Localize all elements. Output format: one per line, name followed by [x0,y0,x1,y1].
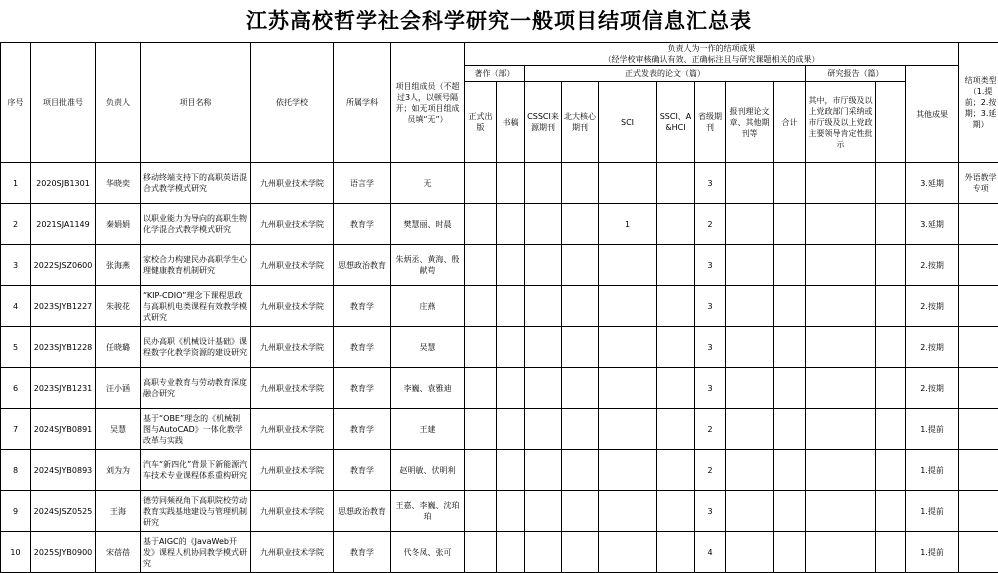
cell-theory-articles [726,245,774,286]
header-gov-adopted: 其中，市厅级及以上党政部门采纳或市厅级及以上党政主要领导肯定性批示 [806,82,876,163]
cell-formal-pub [465,327,497,368]
table-body [1,163,998,573]
cell-formal-pub [465,163,497,204]
cell-approval-no: 2025SJYB0900 [31,532,96,573]
cell-gov-adopted [806,327,876,368]
cell-pku-core [562,450,599,491]
cell-ssci [657,368,695,409]
cell-formal-pub [465,491,497,532]
header-textbook: 书稿 [497,82,525,163]
cell-remark [959,368,998,409]
header-provincial: 省级期刊 [695,82,726,163]
cell-project-name: 汽车“新四化”背景下新能源汽车技术专业课程体系重构研究 [141,450,251,491]
cell-leader: 王海 [96,491,141,532]
cell-formal-pub [465,286,497,327]
table-row [1,450,998,491]
header-ssci: SSCI、A&HCI [657,82,695,163]
cell-textbook [497,286,525,327]
cell-cssci [525,245,562,286]
cell-formal-pub [465,450,497,491]
cell-members: 王嘉、李巍、沈珀珀 [391,491,465,532]
cell-remark [959,327,998,368]
cell-discipline: 思想政治教育 [334,491,391,532]
cell-discipline: 教育学 [334,409,391,450]
cell-gov-adopted [806,204,876,245]
cell-project-name: 民办高职《机械设计基础》课程数字化教学资源的建设研究 [141,327,251,368]
cell-approval-no: 2022SJSZ0600 [31,245,96,286]
cell-project-name: 家校合力构建民办高职学生心理健康教育机制研究 [141,245,251,286]
cell-school: 九州职业技术学院 [251,204,334,245]
cell-leader: 秦娟娟 [96,204,141,245]
cell-cssci [525,491,562,532]
cell-members: 吴慧 [391,327,465,368]
cell-cssci [525,532,562,573]
cell-closure-type: 2.按期 [906,368,959,409]
cell-ssci [657,163,695,204]
cell-members: 庄燕 [391,286,465,327]
cell-provincial: 3 [695,163,726,204]
cell-closure-type: 2.按期 [906,245,959,286]
cell-remark [959,286,998,327]
cell-total [774,286,806,327]
cell-sci [599,409,657,450]
cell-discipline: 教育学 [334,327,391,368]
cell-approval-no: 2024SJSZ0525 [31,491,96,532]
cell-cssci [525,450,562,491]
cell-seq: 3 [1,245,31,286]
cell-gov-adopted [806,286,876,327]
table-row [1,204,998,245]
cell-theory-articles [726,286,774,327]
cell-members: 代冬凤、张可 [391,532,465,573]
cell-project-name: 基于AIGC的《JavaWeb开发》课程人机协同教学模式研究 [141,532,251,573]
cell-sci [599,286,657,327]
cell-leader: 汪小涵 [96,368,141,409]
cell-pku-core [562,163,599,204]
cell-ssci [657,532,695,573]
cell-cssci [525,368,562,409]
cell-members: 李巍、袁雅迪 [391,368,465,409]
table-row [1,163,998,204]
cell-closure-type: 3.延期 [906,204,959,245]
cell-ssci [657,245,695,286]
table-row [1,368,998,409]
cell-other [876,491,906,532]
cell-textbook [497,532,525,573]
cell-cssci [525,327,562,368]
cell-theory-articles [726,409,774,450]
header-approval-no: 项目批准号 [31,43,96,163]
cell-provincial: 3 [695,245,726,286]
table-row [1,245,998,286]
cell-seq: 10 [1,532,31,573]
cell-pku-core [562,286,599,327]
cell-textbook [497,368,525,409]
cell-other [876,245,906,286]
cell-discipline: 教育学 [334,204,391,245]
header-members: 项目组成员（不超过3人，以顿号隔开；如无项目组成员填“无”） [391,43,465,163]
cell-theory-articles [726,327,774,368]
cell-closure-type: 3.延期 [906,163,959,204]
cell-provincial: 3 [695,368,726,409]
header-papers: 正式发表的论文（篇） [525,66,806,82]
header-results-group [465,43,959,66]
cell-total [774,532,806,573]
cell-leader: 吴慧 [96,409,141,450]
cell-total [774,327,806,368]
cell-cssci [525,163,562,204]
cell-seq: 5 [1,327,31,368]
cell-gov-adopted [806,450,876,491]
cell-provincial: 3 [695,491,726,532]
cell-approval-no: 2023SJYB1227 [31,286,96,327]
cell-leader: 任晓璐 [96,327,141,368]
cell-gov-adopted [806,368,876,409]
cell-project-name: 高职专业教育与劳动教育深度融合研究 [141,368,251,409]
cell-seq: 1 [1,163,31,204]
page-title: 江苏高校哲学社会科学研究一般项目结项信息汇总表 [0,0,998,42]
header-other: 其他成果 [906,66,959,163]
cell-ssci [657,286,695,327]
cell-provincial: 4 [695,532,726,573]
cell-school: 九州职业技术学院 [251,245,334,286]
cell-sci [599,532,657,573]
cell-sci [599,163,657,204]
cell-provincial: 2 [695,204,726,245]
cell-school: 九州职业技术学院 [251,163,334,204]
cell-ssci [657,450,695,491]
cell-formal-pub [465,532,497,573]
table-header [1,43,998,163]
cell-theory-articles [726,163,774,204]
cell-seq: 4 [1,286,31,327]
cell-discipline: 教育学 [334,450,391,491]
cell-total [774,163,806,204]
cell-closure-type: 1.提前 [906,450,959,491]
cell-textbook [497,409,525,450]
cell-sci [599,450,657,491]
cell-sci [599,245,657,286]
header-pku-core: 北大核心期刊 [562,82,599,163]
cell-theory-articles [726,491,774,532]
cell-textbook [497,450,525,491]
cell-provincial: 2 [695,409,726,450]
cell-provincial: 2 [695,450,726,491]
cell-school: 九州职业技术学院 [251,491,334,532]
cell-sci: 1 [599,204,657,245]
header-works: 著作（部） [465,66,525,82]
cell-gov-adopted [806,163,876,204]
cell-remark [959,204,998,245]
cell-members: 朱炳丞、黄海、殷献苟 [391,245,465,286]
cell-theory-articles [726,368,774,409]
cell-discipline: 教育学 [334,286,391,327]
cell-theory-articles [726,532,774,573]
cell-other [876,409,906,450]
cell-other [876,532,906,573]
cell-remark [959,245,998,286]
header-sci: SCI [599,82,657,163]
header-closure-type: 结项类型（1.提前；2.按期；3.延期） [959,43,998,163]
cell-remark: 外语教学专项 [959,163,998,204]
cell-cssci [525,286,562,327]
cell-members: 王建 [391,409,465,450]
header-school: 依托学校 [251,43,334,163]
header-cssci: CSSCI来源期刊 [525,82,562,163]
cell-remark [959,532,998,573]
cell-school: 九州职业技术学院 [251,450,334,491]
cell-ssci [657,491,695,532]
cell-leader: 宋蓓蓓 [96,532,141,573]
cell-pku-core [562,532,599,573]
header-formal-pub: 正式出版 [465,82,497,163]
cell-pku-core [562,368,599,409]
cell-seq: 8 [1,450,31,491]
cell-project-name: 以职业能力为导向的高职生物化学混合式教学模式研究 [141,204,251,245]
cell-other [876,368,906,409]
cell-gov-adopted [806,409,876,450]
cell-approval-no: 2023SJYB1228 [31,327,96,368]
cell-sci [599,368,657,409]
cell-leader: 张海燕 [96,245,141,286]
cell-approval-no: 2024SJYB0891 [31,409,96,450]
cell-other [876,286,906,327]
summary-table [0,42,998,573]
cell-formal-pub [465,245,497,286]
cell-other [876,163,906,204]
cell-seq: 9 [1,491,31,532]
cell-provincial: 3 [695,327,726,368]
header-seq: 序号 [1,43,31,163]
cell-leader: 朱骏花 [96,286,141,327]
cell-approval-no: 2021SJA1149 [31,204,96,245]
header-reports: 研究报告（篇） [806,66,906,82]
cell-other [876,450,906,491]
cell-sci [599,491,657,532]
cell-closure-type: 2.按期 [906,327,959,368]
cell-textbook [497,327,525,368]
cell-discipline: 教育学 [334,532,391,573]
cell-leader: 华晓奕 [96,163,141,204]
cell-formal-pub [465,409,497,450]
cell-school: 九州职业技术学院 [251,368,334,409]
cell-sci [599,327,657,368]
cell-members: 樊慧丽、时晨 [391,204,465,245]
cell-closure-type: 1.提前 [906,409,959,450]
cell-other [876,327,906,368]
cell-pku-core [562,245,599,286]
cell-formal-pub [465,368,497,409]
cell-formal-pub [465,204,497,245]
cell-discipline: 教育学 [334,368,391,409]
cell-leader: 刘为为 [96,450,141,491]
cell-remark [959,409,998,450]
cell-gov-adopted [806,491,876,532]
cell-school: 九州职业技术学院 [251,532,334,573]
cell-cssci [525,409,562,450]
cell-project-name: “KIP-CDIO”理念下课程思政与高职机电类课程有效教学模式研究 [141,286,251,327]
cell-project-name: 移动终端支持下的高职英语混合式教学模式研究 [141,163,251,204]
cell-total [774,245,806,286]
cell-closure-type: 1.提前 [906,532,959,573]
table-row [1,327,998,368]
results-group-label: 负责人为一作的结项成果 [467,43,956,54]
cell-seq: 2 [1,204,31,245]
cell-discipline: 思想政治教育 [334,245,391,286]
cell-pku-core [562,409,599,450]
table-row [1,532,998,573]
header-report-other [876,82,906,163]
cell-ssci [657,204,695,245]
cell-total [774,450,806,491]
cell-cssci [525,204,562,245]
cell-gov-adopted [806,532,876,573]
cell-total [774,368,806,409]
cell-school: 九州职业技术学院 [251,327,334,368]
header-leader: 负责人 [96,43,141,163]
results-group-note: （经学校审核确认有效、正确标注且与研究课题相关的成果） [467,54,956,65]
cell-members: 赵明敏、伏明利 [391,450,465,491]
cell-approval-no: 2024SJYB0893 [31,450,96,491]
cell-seq: 7 [1,409,31,450]
table-row [1,286,998,327]
cell-total [774,491,806,532]
cell-closure-type: 2.按期 [906,286,959,327]
cell-textbook [497,245,525,286]
cell-approval-no: 2020SJB1301 [31,163,96,204]
table-row [1,491,998,532]
cell-remark [959,491,998,532]
cell-theory-articles [726,450,774,491]
cell-approval-no: 2023SJYB1231 [31,368,96,409]
cell-pku-core [562,204,599,245]
cell-discipline: 语言学 [334,163,391,204]
header-total: 合计 [774,82,806,163]
cell-other [876,204,906,245]
cell-gov-adopted [806,245,876,286]
header-discipline: 所属学科 [334,43,391,163]
cell-project-name: 基于“OBE”理念的《机械制图与AutoCAD》一体化教学改革与实践 [141,409,251,450]
header-project-name: 项目名称 [141,43,251,163]
cell-provincial: 3 [695,286,726,327]
header-theory-articles: 报刊理论文章、其他期刊等 [726,82,774,163]
cell-textbook [497,163,525,204]
cell-seq: 6 [1,368,31,409]
cell-pku-core [562,491,599,532]
cell-ssci [657,327,695,368]
cell-total [774,409,806,450]
cell-school: 九州职业技术学院 [251,286,334,327]
cell-pku-core [562,327,599,368]
cell-theory-articles [726,204,774,245]
cell-textbook [497,204,525,245]
table-row [1,409,998,450]
cell-total [774,204,806,245]
cell-textbook [497,491,525,532]
cell-ssci [657,409,695,450]
cell-school: 九州职业技术学院 [251,409,334,450]
cell-closure-type: 1.提前 [906,491,959,532]
cell-remark [959,450,998,491]
cell-project-name: 德劳同频视角下高职院校劳动教育实践基地建设与管理机制研究 [141,491,251,532]
cell-members: 无 [391,163,465,204]
